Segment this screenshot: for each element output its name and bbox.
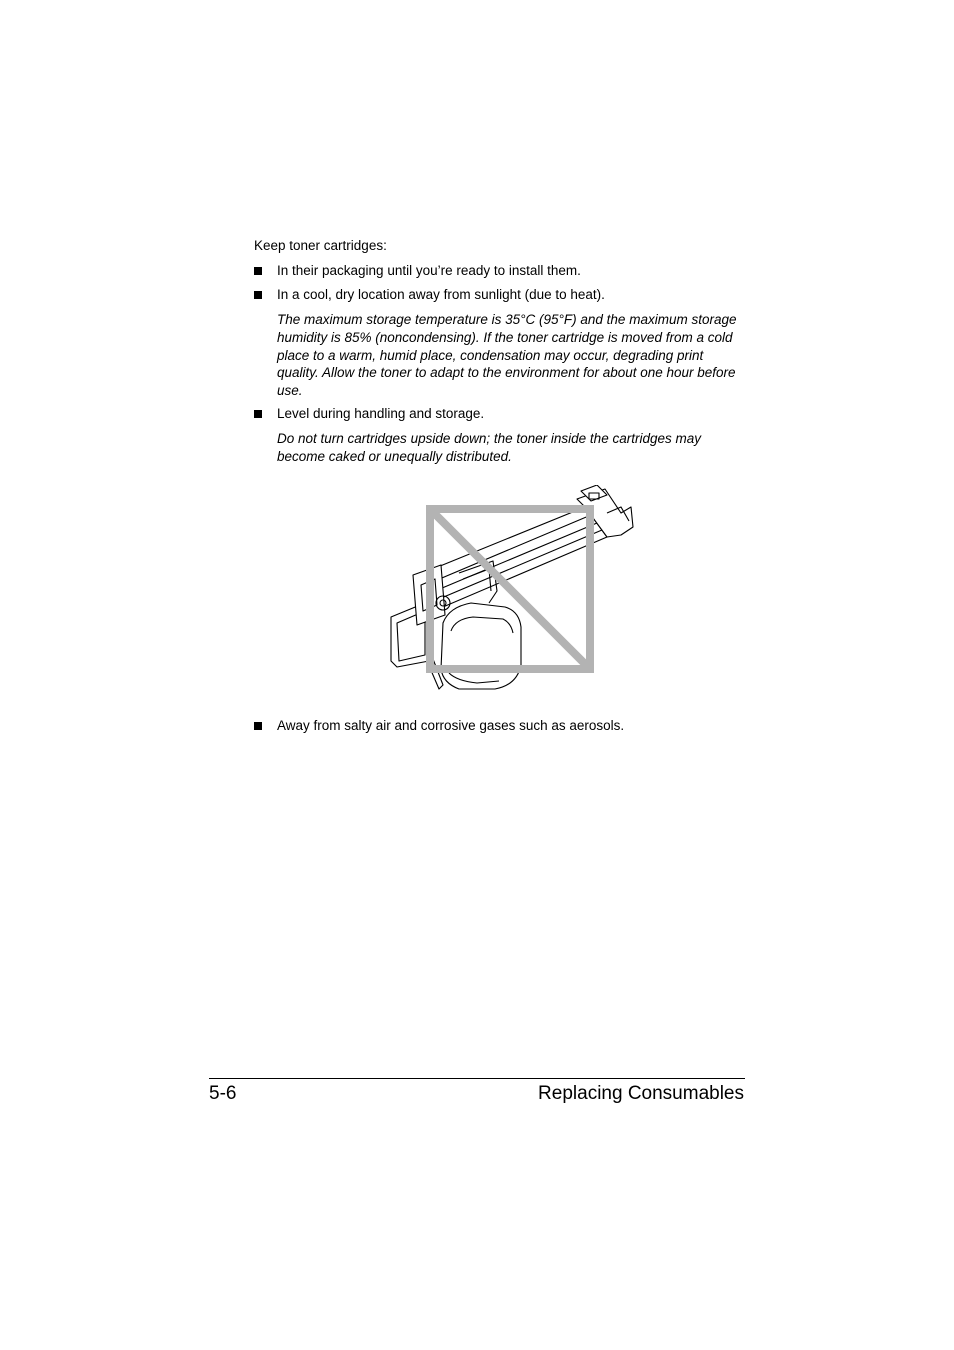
chapter-title: Replacing Consumables [538, 1083, 744, 1104]
bullet-item-packaging [254, 263, 581, 278]
bullet-text: In a cool, dry location away from sunlight (due to heat). [277, 287, 605, 302]
toner-cartridge-upright-prohibited-figure [385, 485, 640, 695]
intro-text: Keep toner cartridges: [254, 238, 387, 253]
bullet-item-salty-air [254, 718, 624, 733]
bullet-text: Away from salty air and corrosive gases such as aerosols. [277, 718, 625, 733]
note-storage-temperature: The maximum storage temperature is 35°C (95°F) and the maximum storage humidity is 85% (noncondensing). If the toner cartridge is moved from a cold place to a warm, humid place, condensation may occur, degrading print quality. Allow the toner to adapt to the environment for about one hour before use. [277, 312, 737, 399]
bullet-text: In their packaging until you’re ready to install them. [277, 263, 581, 278]
bullet-square-icon [254, 267, 262, 275]
page-number: 5-6 [209, 1083, 237, 1104]
bullet-square-icon [254, 410, 262, 418]
footer-divider [209, 1078, 745, 1079]
bullet-item-cool-dry [254, 287, 605, 302]
bullet-text: Level during handling and storage. [277, 406, 485, 421]
bullet-item-level [254, 406, 484, 421]
bullet-square-icon [254, 291, 262, 299]
bullet-square-icon [254, 722, 262, 730]
note-upside-down: Do not turn cartridges upside down; the toner inside the cartridges may become caked or unequally distributed. [277, 431, 701, 464]
